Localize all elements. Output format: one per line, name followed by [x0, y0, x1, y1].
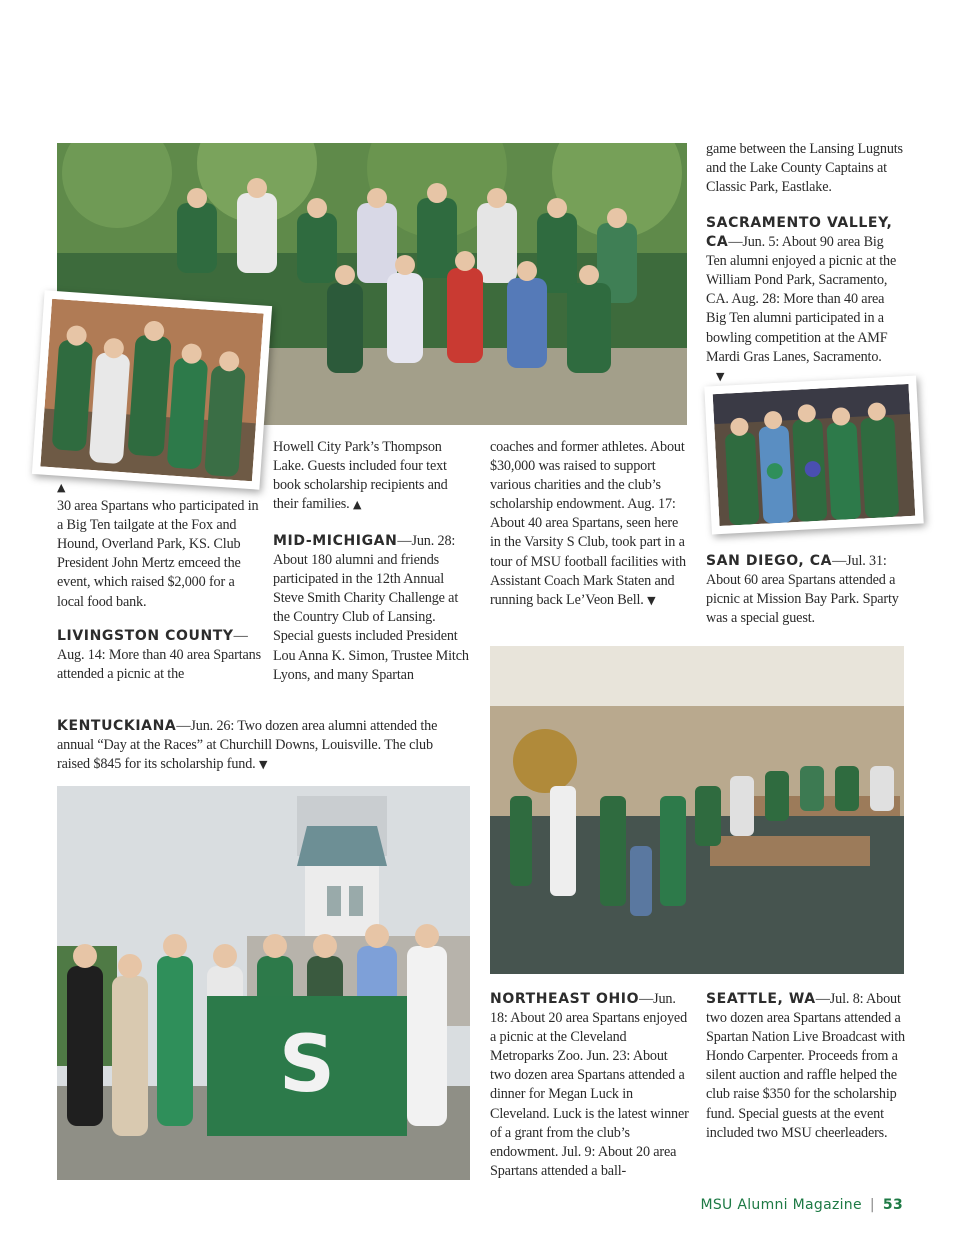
- page-number: 53: [882, 1197, 903, 1213]
- northeast-ohio-heading: NORTHEAST OHIO: [490, 991, 640, 1007]
- tailgate-caption-lead: 30 area Spartans who participated: [57, 498, 245, 515]
- down-arrow-marker: ▼: [716, 369, 725, 383]
- mid-michigan-section: [273, 532, 473, 685]
- mid-michigan-text: —Jun. 28: About 180 alumni and friends participated in the 12th Annual Steve Smith Charity Challenge at the Country Club of Lansing. Special guests included President Lou Anna K. Simon, Trustee Mitch Lyons, and many Spartan: [273, 533, 469, 683]
- kentuckiana-section: [57, 717, 467, 774]
- kentuckiana-text: —Jun. 26: Two dozen area alumni attended the annual “Day at the Races” at Churchill Downs, Louisville. The club raised $845 for its scholarship fund.: [57, 718, 438, 773]
- howell-text: Howell City Park’s Thompson Lake. Guests included four text book scholarship recipients and their families.: [273, 439, 448, 513]
- seattle-heading: SEATTLE, WA: [706, 991, 816, 1007]
- tailgate-caption: [57, 478, 262, 612]
- varsity-s-club-photo: [490, 646, 904, 974]
- bowling-polaroid-photo: [704, 376, 923, 535]
- sacramento-section: [706, 214, 906, 386]
- tailgate-caption-body: in a Big Ten tailgate at the Fox and Hound, Overland Park, KS. Club President John Mertz emceed the event, which raised $2,000 for a local food bank.: [57, 498, 259, 610]
- seattle-section: [706, 990, 906, 1143]
- kentuckiana-heading: KENTUCKIANA: [57, 718, 177, 734]
- coaches-text: coaches and former athletes. About $30,000 was raised to support various charities and the club’s scholarship endowment. Aug. 17: About 40 area Spartans, seen here in the Varsity S Club, took part in a tour of MSU football facilities with Assistant Coach Mark Staten and running back Le’Veon Bell.: [490, 439, 686, 608]
- down-arrow-marker: ▼: [647, 593, 656, 607]
- northeast-ohio-section: [490, 990, 690, 1181]
- san-diego-section: [706, 552, 906, 628]
- tailgate-polaroid-photo: [32, 290, 272, 489]
- seattle-text: —Jul. 8: About two dozen area Spartans attended a Spartan Nation Live Broadcast with Hondo Carpenter. Proceeds from a silent auction and raffle helped the club raise $350 for the scholarship fund. Special guests at the event included two MSU cheerleaders.: [706, 991, 905, 1141]
- san-diego-heading: SAN DIEGO, CA: [706, 553, 833, 569]
- game-section: [706, 140, 906, 197]
- footer-separator: |: [869, 1197, 875, 1213]
- san-diego-text: —Jul. 31: About 60 area Spartans attended a picnic at Mission Bay Park. Sparty was a special guest.: [706, 553, 899, 627]
- coaches-section: [490, 438, 690, 610]
- livingston-text: —Aug. 14: More than 40 area Spartans attended a picnic at the: [57, 628, 261, 683]
- flag-s-letter: S: [278, 1020, 336, 1110]
- churchill-downs-photo: [57, 786, 470, 1180]
- down-arrow-marker: ▼: [258, 758, 268, 772]
- livingston-heading: LIVINGSTON COUNTY: [57, 628, 234, 644]
- sacramento-text: —Jun. 5: About 90 area Big Ten alumni enjoyed a picnic at the William Pond Park, Sacramento, CA. Aug. 28: More than 40 area Big Ten alumni participated in a bowling competition at the AMF Mardi Gras Lanes, Sacramento.: [706, 234, 897, 365]
- livingston-county-section: [57, 627, 262, 684]
- howell-section: [273, 438, 473, 514]
- page-footer: [700, 1197, 903, 1213]
- sacramento-heading: SACRAMENTO VALLEY, CA: [706, 215, 893, 251]
- mid-michigan-heading: MID-MICHIGAN: [273, 533, 398, 549]
- magazine-name: MSU Alumni Magazine: [700, 1197, 862, 1213]
- up-arrow-marker: ▲: [352, 498, 362, 512]
- game-text: game between the Lansing Lugnuts and the Lake County Captains at Classic Park, Eastlake.: [706, 141, 903, 196]
- northeast-ohio-text: —Jun. 18: About 20 area Spartans enjoyed a picnic at the Cleveland Metroparks Zoo. Jun. 23: About two dozen area Spartans attended a dinner for Megan Luck in Cleveland. Luck is the latest winner of a grant from the club’s endowment. Jul. 9: About 20 area Spartans attended a ball-: [490, 991, 689, 1179]
- up-arrow-marker: ▲: [57, 481, 66, 494]
